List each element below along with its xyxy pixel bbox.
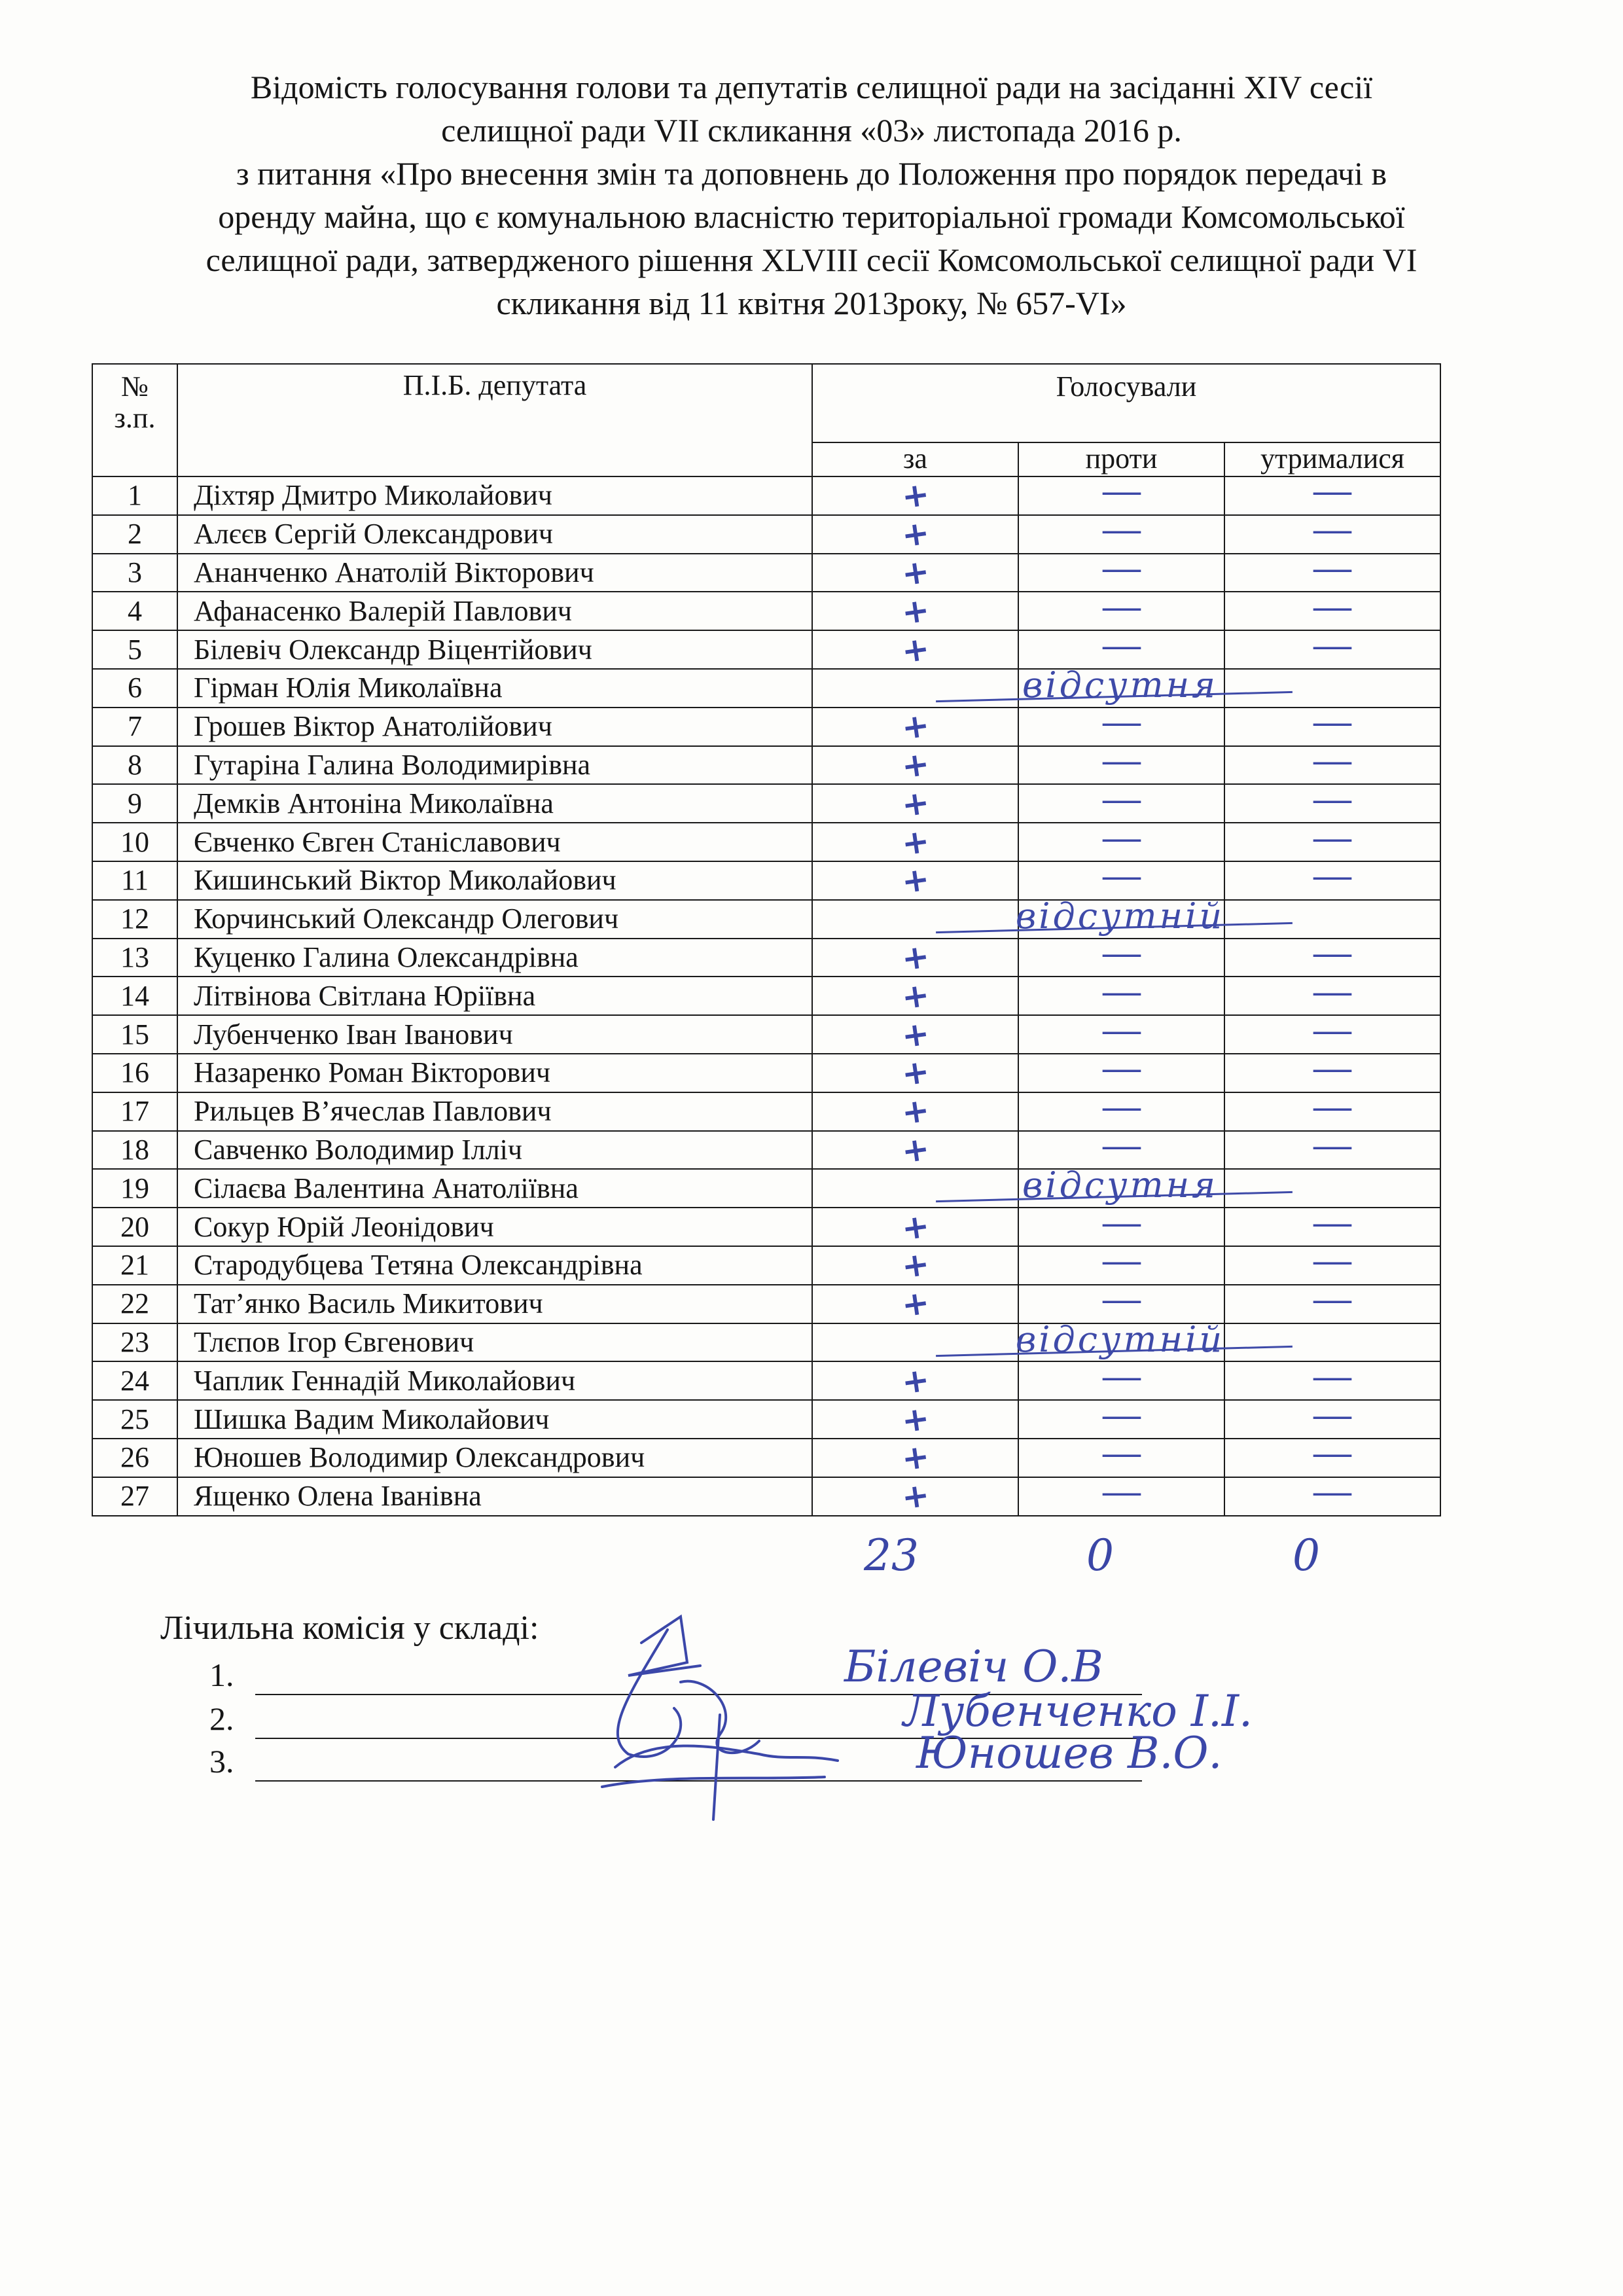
vote-for-cell	[812, 630, 1018, 669]
vote-abstain-mark: —	[1311, 1281, 1354, 1319]
vote-against-mark: —	[1100, 511, 1143, 550]
vote-against-mark: —	[1100, 626, 1143, 665]
vote-for-mark: +	[899, 1398, 932, 1441]
vote-against-cell	[1018, 973, 1224, 1015]
vote-against-mark: —	[1100, 1357, 1143, 1396]
vote-against-cell	[1018, 511, 1224, 554]
row-number: 23	[92, 1323, 177, 1362]
vote-abstain-mark: —	[1311, 1126, 1354, 1165]
vote-against-mark: —	[1100, 1088, 1143, 1127]
vote-against-cell	[1018, 857, 1224, 900]
vote-for-mark: +	[899, 1129, 932, 1171]
vote-for-mark: +	[899, 513, 932, 555]
deputy-name: Гутаріна Галина Володимирівна	[177, 746, 812, 785]
vote-against-mark: —	[1100, 819, 1143, 857]
vote-against-cell	[1018, 1357, 1224, 1400]
vote-against-mark: —	[1100, 588, 1143, 626]
commission-member-3-number: 3.	[209, 1743, 234, 1780]
vote-for-cell	[812, 746, 1018, 785]
vote-for-cell	[812, 1285, 1018, 1323]
header-line-4: оренду майна, що є комунальною власністю територіальної громади Комсомольської	[218, 198, 1405, 235]
vote-for-cell	[812, 897, 1225, 939]
vote-against-mark: —	[1100, 1126, 1143, 1165]
column-header-abstain: утрималися	[1224, 442, 1440, 476]
row-number: 1	[92, 476, 177, 515]
table-row	[92, 1169, 1440, 1208]
vote-for-mark: +	[899, 1013, 932, 1056]
vote-for-cell	[812, 554, 1018, 592]
vote-against-mark: —	[1100, 1050, 1143, 1088]
vote-against-cell	[1018, 669, 1224, 708]
deputy-name: Кишинський Віктор Миколайович	[177, 861, 812, 900]
vote-abstain-cell	[1224, 1126, 1440, 1170]
vote-abstain-cell	[1224, 900, 1440, 939]
header-line-3: з питання «Про внесення змін та доповнень до Положення про порядок передачі в	[236, 155, 1387, 192]
row-number: 27	[92, 1477, 177, 1516]
deputy-name: Сілаєва Валентина Анатоліївна	[177, 1169, 812, 1208]
vote-abstain-mark: —	[1311, 742, 1354, 780]
column-header-for: за	[812, 442, 1018, 476]
vote-abstain-cell	[1224, 934, 1440, 977]
vote-against-mark: —	[1100, 1242, 1143, 1281]
vote-abstain-cell	[1224, 780, 1440, 823]
vote-abstain-mark: —	[1311, 1396, 1354, 1435]
row-number: 26	[92, 1439, 177, 1477]
row-number: 4	[92, 592, 177, 630]
vote-for-mark: +	[899, 1090, 932, 1132]
deputy-name: Назаренко Роман Вікторович	[177, 1054, 812, 1092]
vote-against-cell	[1018, 1050, 1224, 1092]
table-row	[92, 746, 1440, 785]
vote-against-mark: —	[1100, 1473, 1143, 1512]
row-number: 3	[92, 554, 177, 592]
vote-against-mark: —	[1100, 973, 1143, 1011]
handwritten-signature-scribble	[589, 1604, 864, 1839]
total-for: 23	[864, 1530, 919, 1581]
vote-for-mark: +	[899, 1437, 932, 1479]
row-number: 5	[92, 630, 177, 669]
document-header	[98, 65, 1525, 325]
vote-abstain-mark: —	[1311, 1357, 1354, 1396]
row-number: 24	[92, 1361, 177, 1400]
vote-abstain-cell	[1224, 1204, 1440, 1246]
vote-against-cell	[1018, 549, 1224, 592]
commission-label: Лічильна комісія у складі:	[160, 1609, 539, 1647]
vote-against-cell	[1018, 1242, 1224, 1285]
vote-for-mark: +	[899, 821, 932, 863]
vote-abstain-cell	[1224, 549, 1440, 592]
vote-for-cell	[812, 666, 1219, 708]
row-number: 21	[92, 1246, 177, 1285]
vote-abstain-cell	[1224, 588, 1440, 630]
table-row	[92, 1477, 1440, 1516]
vote-against-cell	[1018, 934, 1224, 977]
vote-abstain-mark: —	[1311, 1011, 1354, 1050]
vote-against-mark: —	[1100, 1396, 1143, 1435]
column-header-against: проти	[1018, 442, 1224, 476]
vote-against-cell	[1018, 1435, 1224, 1477]
vote-against-mark: —	[1100, 549, 1143, 588]
vote-for-cell	[812, 1015, 1018, 1054]
vote-for-mark: +	[899, 975, 932, 1017]
deputy-name: Ананченко Анатолій Вікторович	[177, 554, 812, 592]
vote-for-cell	[812, 784, 1018, 823]
vote-abstain-mark: —	[1311, 857, 1354, 896]
vote-abstain-mark: —	[1311, 780, 1354, 819]
table-body	[92, 473, 1440, 1517]
vote-abstain-cell	[1224, 973, 1440, 1015]
signature-1: Білевіч О.В	[844, 1641, 1103, 1692]
vote-abstain-mark: —	[1311, 626, 1354, 665]
deputy-name: Корчинський Олександр Олегович	[177, 900, 812, 939]
deputy-name: Гірман Юлія Миколаївна	[177, 669, 812, 708]
vote-abstain-cell	[1224, 819, 1440, 861]
vote-against-cell	[1018, 780, 1224, 823]
vote-for-mark: +	[899, 1244, 932, 1286]
row-number: 16	[92, 1054, 177, 1092]
vote-abstain-cell	[1224, 1396, 1440, 1439]
deputy-name: Сокур Юрій Леонідович	[177, 1208, 812, 1246]
vote-against-mark: —	[1100, 473, 1143, 511]
table-row	[92, 900, 1440, 939]
deputy-name: Рильцев В’ячеслав Павлович	[177, 1092, 812, 1131]
vote-against-mark: —	[1100, 857, 1143, 896]
vote-abstain-mark: —	[1311, 549, 1354, 588]
vote-abstain-cell	[1224, 1357, 1440, 1400]
vote-against-mark: —	[1100, 1204, 1143, 1242]
row-number: 10	[92, 823, 177, 861]
vote-for-mark: +	[899, 706, 932, 747]
vote-abstain-cell	[1224, 626, 1440, 669]
deputy-name: Літвінова Світлана Юріївна	[177, 977, 812, 1015]
deputy-name: Шишка Вадим Миколайович	[177, 1400, 812, 1439]
deputy-name: Діхтяр Дмитро Миколайович	[177, 476, 812, 515]
vote-for-cell	[812, 1092, 1018, 1131]
signature-3: Юношев В.О.	[916, 1728, 1222, 1778]
vote-abstain-cell	[1224, 473, 1440, 515]
vote-for-mark: +	[899, 1206, 932, 1248]
vote-abstain-cell	[1224, 1088, 1440, 1131]
vote-against-cell	[1018, 1281, 1224, 1323]
vote-for-cell	[812, 1439, 1018, 1477]
vote-for-cell	[812, 515, 1018, 554]
vote-for-cell	[812, 1321, 1225, 1362]
row-number: 25	[92, 1400, 177, 1439]
row-number: 13	[92, 939, 177, 977]
deputy-name: Тат’янко Василь Микитович	[177, 1285, 812, 1323]
table-row	[92, 1323, 1440, 1362]
vote-abstain-cell	[1224, 1323, 1440, 1362]
vote-abstain-cell	[1224, 1169, 1440, 1208]
vote-against-cell	[1018, 1396, 1224, 1439]
vote-against-cell	[1018, 473, 1224, 515]
vote-abstain-mark: —	[1311, 1242, 1354, 1281]
vote-for-mark: +	[899, 552, 932, 594]
vote-for-cell	[812, 823, 1018, 861]
vote-against-mark: —	[1100, 1011, 1143, 1050]
vote-against-mark: —	[1100, 704, 1143, 742]
commission-member-1-number: 1.	[209, 1657, 234, 1693]
voting-table	[92, 363, 1441, 1516]
vote-for-cell	[812, 1054, 1018, 1092]
commission-member-2-number: 2.	[209, 1700, 234, 1737]
column-header-name: П.І.Б. депутата	[177, 364, 812, 476]
vote-against-cell	[1018, 900, 1224, 939]
absent-note: відсутній	[813, 898, 1427, 937]
deputy-name: Алєєв Сергій Олександрович	[177, 515, 812, 554]
table-row	[92, 977, 1440, 1015]
row-number: 17	[92, 1092, 177, 1131]
vote-against-cell	[1018, 1169, 1224, 1208]
vote-against-mark: —	[1100, 934, 1143, 973]
vote-abstain-cell	[1224, 511, 1440, 554]
vote-for-mark: +	[899, 783, 932, 825]
row-number: 15	[92, 1015, 177, 1054]
vote-abstain-mark: —	[1311, 973, 1354, 1011]
table-row	[92, 1246, 1440, 1285]
vote-for-mark: +	[899, 1360, 932, 1402]
signature-2: Лубенченко І.І.	[903, 1686, 1253, 1736]
vote-for-cell	[812, 708, 1018, 746]
header-line-5: селищної ради, затвердженого рішення XLVIII сесії Комсомольської селищної ради VI	[205, 242, 1418, 278]
table-row	[92, 939, 1440, 977]
vote-against-cell	[1018, 1204, 1224, 1246]
vote-against-mark: —	[1100, 742, 1143, 780]
table-row	[92, 1285, 1440, 1323]
vote-against-cell	[1018, 1323, 1224, 1362]
vote-abstain-mark: —	[1311, 473, 1354, 511]
total-against: 0	[1086, 1530, 1114, 1581]
column-header-number: № з.п.	[92, 364, 177, 476]
table-row	[92, 1439, 1440, 1477]
vote-abstain-mark: —	[1311, 1435, 1354, 1473]
vote-for-mark: +	[899, 744, 932, 786]
absent-note: відсутня	[813, 667, 1427, 706]
deputy-name: Євченко Євген Станіславович	[177, 823, 812, 861]
table-row	[92, 861, 1440, 900]
vote-abstain-cell	[1224, 857, 1440, 900]
vote-for-mark: +	[899, 1052, 932, 1094]
vote-abstain-cell	[1224, 1281, 1440, 1323]
vote-for-mark: +	[899, 859, 932, 901]
vote-for-cell	[812, 1477, 1018, 1516]
vote-for-mark: +	[899, 1283, 932, 1325]
row-number: 6	[92, 669, 177, 708]
table-row	[92, 1208, 1440, 1246]
vote-against-cell	[1018, 819, 1224, 861]
vote-against-cell	[1018, 704, 1224, 746]
vote-for-cell	[812, 861, 1018, 900]
vote-abstain-cell	[1224, 1050, 1440, 1092]
vote-abstain-mark: —	[1311, 819, 1354, 857]
table-row	[92, 669, 1440, 708]
vote-against-cell	[1018, 1088, 1224, 1131]
vote-for-cell	[812, 1167, 1219, 1208]
table-row	[92, 630, 1440, 669]
deputy-name: Демків Антоніна Миколаївна	[177, 784, 812, 823]
deputy-name: Куценко Галина Олександрівна	[177, 939, 812, 977]
vote-for-mark: +	[899, 475, 932, 517]
vote-against-mark: —	[1100, 780, 1143, 819]
header-line-6: скликання від 11 квітня 2013року, № 657-VI»	[496, 285, 1127, 321]
total-abstain: 0	[1293, 1530, 1320, 1581]
vote-abstain-mark: —	[1311, 934, 1354, 973]
deputy-name: Ященко Олена Іванівна	[177, 1477, 812, 1516]
table-row	[92, 1361, 1440, 1400]
table-row	[92, 476, 1440, 515]
vote-abstain-cell	[1224, 1242, 1440, 1285]
table-row	[92, 1400, 1440, 1439]
header-line-2: селищної ради VII скликання «03» листопада 2016 р.	[441, 112, 1182, 149]
row-number: 20	[92, 1208, 177, 1246]
vote-against-cell	[1018, 1011, 1224, 1054]
deputy-name: Грошев Віктор Анатолійович	[177, 708, 812, 746]
vote-for-mark: +	[899, 1475, 932, 1517]
vote-against-cell	[1018, 626, 1224, 669]
vote-abstain-cell	[1224, 1435, 1440, 1477]
vote-abstain-cell	[1224, 742, 1440, 785]
deputy-name: Афанасенко Валерій Павлович	[177, 592, 812, 630]
vote-for-cell	[812, 476, 1018, 515]
deputy-name: Білевіч Олександр Віцентійович	[177, 630, 812, 669]
vote-for-cell	[812, 939, 1018, 977]
header-line-1: Відомість голосування голови та депутатів селищної ради на засіданні XIV сесії	[250, 69, 1373, 105]
vote-for-cell	[812, 1131, 1018, 1170]
vote-for-mark: +	[899, 628, 932, 671]
absent-note: відсутній	[813, 1321, 1427, 1361]
vote-for-cell	[812, 1246, 1018, 1285]
table-row	[92, 1015, 1440, 1054]
table-row	[92, 784, 1440, 823]
vote-for-cell	[812, 592, 1018, 630]
table-row	[92, 1092, 1440, 1131]
deputy-name: Лубенченко Іван Іванович	[177, 1015, 812, 1054]
row-number: 19	[92, 1169, 177, 1208]
deputy-name: Юношев Володимир Олександрович	[177, 1439, 812, 1477]
table-row	[92, 515, 1440, 554]
row-number: 22	[92, 1285, 177, 1323]
table-row	[92, 592, 1440, 630]
deputy-name: Стародубцева Тетяна Олександрівна	[177, 1246, 812, 1285]
vote-against-mark: —	[1100, 1281, 1143, 1319]
vote-abstain-mark: —	[1311, 1050, 1354, 1088]
vote-abstain-mark: —	[1311, 511, 1354, 550]
row-number: 14	[92, 977, 177, 1015]
deputy-name: Чаплик Геннадій Миколайович	[177, 1361, 812, 1400]
vote-for-mark: +	[899, 937, 932, 978]
table-row	[92, 823, 1440, 861]
vote-abstain-cell	[1224, 1473, 1440, 1516]
vote-abstain-mark: —	[1311, 1204, 1354, 1242]
vote-abstain-mark: —	[1311, 1473, 1354, 1512]
row-number: 2	[92, 515, 177, 554]
vote-against-cell	[1018, 588, 1224, 630]
vote-against-mark: —	[1100, 1435, 1143, 1473]
row-number: 12	[92, 900, 177, 939]
vote-against-cell	[1018, 1126, 1224, 1170]
row-number: 8	[92, 746, 177, 785]
vote-for-mark: +	[899, 590, 932, 632]
row-number: 18	[92, 1131, 177, 1170]
table-row	[92, 708, 1440, 746]
vote-for-cell	[812, 977, 1018, 1015]
vote-abstain-cell	[1224, 669, 1440, 708]
vote-for-cell	[812, 1400, 1018, 1439]
vote-abstain-mark: —	[1311, 1088, 1354, 1127]
row-number: 11	[92, 861, 177, 900]
vote-against-cell	[1018, 1473, 1224, 1516]
table-row	[92, 1131, 1440, 1170]
table-row	[92, 1054, 1440, 1092]
vote-for-cell	[812, 1361, 1018, 1400]
table-row	[92, 554, 1440, 592]
vote-for-cell	[812, 1208, 1018, 1246]
deputy-name: Савченко Володимир Ілліч	[177, 1131, 812, 1170]
vote-abstain-cell	[1224, 1011, 1440, 1054]
vote-against-cell	[1018, 742, 1224, 785]
column-header-voted: Голосували	[812, 364, 1440, 442]
vote-abstain-mark: —	[1311, 704, 1354, 742]
absent-note: відсутня	[813, 1167, 1427, 1206]
deputy-name: Тлєпов Ігор Євгенович	[177, 1323, 812, 1362]
vote-abstain-mark: —	[1311, 588, 1354, 626]
row-number: 7	[92, 708, 177, 746]
vote-abstain-cell	[1224, 704, 1440, 746]
row-number: 9	[92, 784, 177, 823]
